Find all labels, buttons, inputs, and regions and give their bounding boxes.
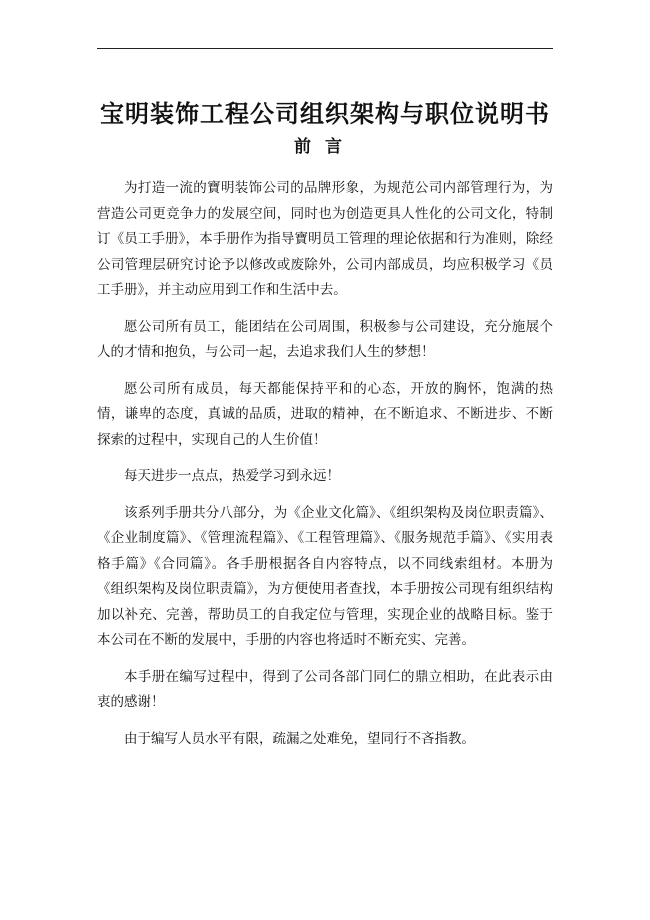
paragraph: 愿公司所有员工，能团结在公司周围，积极参与公司建设，充分施展个人的才情和抱负，与公司一起，去追求我们人生的梦想！ (97, 318, 553, 360)
document-body (97, 176, 553, 763)
paragraph: 该系列手册共分八部分，为《企业文化篇》、《组织架构及岗位职责篇》、《企业制度篇》、《管理流程篇》、《工程管理篇》、《服务规范手篇》、《实用表格手篇》《合同篇》。各手册根据各自内容特点，以不同线索组材。本册为《组织架构及岗位职责篇》，为方便使用者查找，本手册按公司现有组织结构加以补充、完善，帮助员工的自我定位与管理，实现企业的战略目标。鉴于本公司在不断的发展中，手册的内容也将适时不断充实、完善。 (97, 504, 553, 648)
paragraph: 为打造一流的寶明装饰公司的品牌形象，为规范公司内部管理行为，为营造公司更竞争力的发展空间，同时也为创造更具人性化的公司文化，特制订《员工手册》，本手册作为指导寶明员工管理的理论依据和行为准则，除经公司管理层研究讨论予以修改或废除外，公司内部成员，均应积极学习《员工手册》，并主动应用到工作和生活中去。 (97, 180, 553, 298)
paragraph: 每天进步一点点，热爱学习到永远！ (124, 468, 340, 484)
paragraph: 愿公司所有成员，每天都能保持平和的心态，开放的胸怀，饱满的热情，谦卑的态度，真诚的品质，进取的精神，在不断追求、不断进步、不断探索的过程中，实现自己的人生价值！ (97, 380, 553, 448)
document-title: 宝明装饰工程公司组织架构与职位说明书 (100, 99, 550, 129)
paragraph: 本手册在编写过程中，得到了公司各部门同仁的鼎立相助，在此表示由衷的感谢！ (97, 668, 553, 710)
section-heading: 前言 (294, 137, 356, 157)
paragraph: 由于编写人员水平有限，疏漏之处难免，望同行不吝指教。 (124, 730, 475, 747)
header-rule (97, 48, 553, 49)
